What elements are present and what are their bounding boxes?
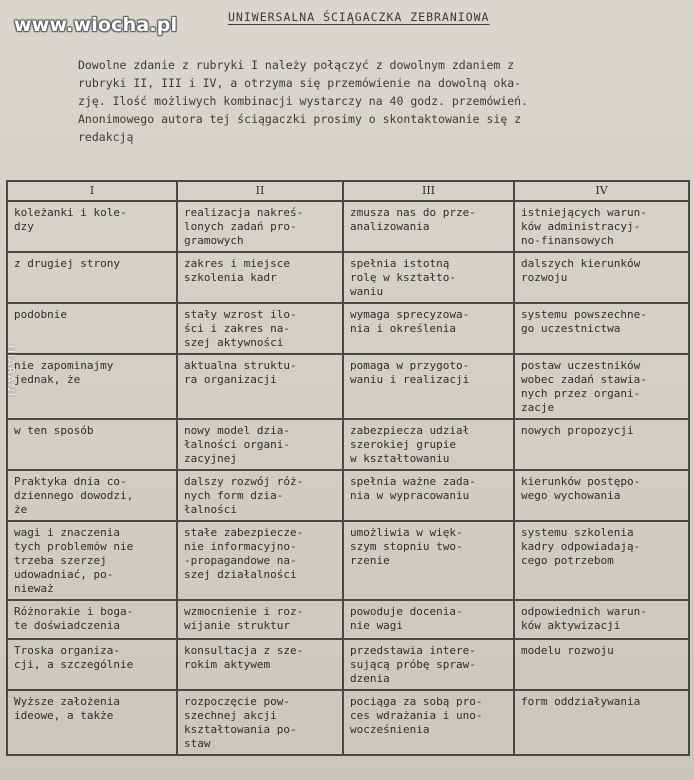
cell-text: cji, a szczególnie: [14, 658, 134, 671]
table-row: [7, 639, 689, 690]
cell-text: dalszych kierunków: [521, 257, 641, 270]
cell-text: odpowiednich warun-: [521, 605, 647, 618]
table-cell: [514, 639, 689, 690]
cell-text: wego wychowania: [521, 489, 621, 502]
table-cell: [177, 303, 343, 354]
column-header: IV: [514, 181, 689, 201]
cell-text: tych problemów nie: [14, 540, 134, 553]
cell-text: pomaga w przygoto-: [350, 359, 470, 372]
column-header: II: [177, 181, 343, 201]
cell-text: Różnorakie i boga-: [14, 605, 134, 618]
cell-text: nia w wypracowaniu: [350, 489, 470, 502]
cell-text: szym stopniu two-: [350, 540, 463, 553]
table-row: [7, 354, 689, 419]
table-cell: [343, 252, 514, 303]
table-cell: [177, 419, 343, 470]
cell-text: staw: [184, 737, 211, 750]
table-cell: [7, 470, 177, 521]
cell-text: ków administracyj-: [521, 220, 641, 233]
cell-text: aktualna struktu-: [184, 359, 297, 372]
cell-text: dzy: [14, 220, 34, 233]
cell-text: rozpoczęcie pow-: [184, 695, 290, 708]
cell-text: nowy model dzia-: [184, 424, 290, 437]
table-row: [7, 470, 689, 521]
cell-text: kształtowania po-: [184, 723, 297, 736]
intro-line: Anonimowego autora tej ściągaczki prosimy o skontaktowanie się z: [78, 112, 522, 126]
cell-text: pociąga za sobą pro-: [350, 695, 483, 708]
cell-text: ści i zakres na-: [184, 322, 290, 335]
cell-text: spełnia ważne zada-: [350, 475, 476, 488]
table-cell: [343, 521, 514, 600]
table-cell: [7, 419, 177, 470]
table-cell: [514, 201, 689, 252]
site-watermark: www.wiocha.pl: [14, 14, 178, 36]
table-cell: [7, 521, 177, 600]
cell-text: ra organizacji: [184, 373, 277, 386]
cell-text: nowych propozycji: [521, 424, 634, 437]
cell-text: konsultacja z sze-: [184, 644, 304, 657]
cell-text: te doświadczenia: [14, 619, 120, 632]
table-cell: [514, 521, 689, 600]
cell-text: postaw uczestników: [521, 359, 641, 372]
cell-text: nia i określenia: [350, 322, 456, 335]
cell-text: rokim aktywem: [184, 658, 271, 671]
intro-paragraph: [78, 56, 648, 146]
cell-text: nych przez organi-: [521, 387, 641, 400]
cell-text: waniu i realizacji: [350, 373, 470, 386]
table-cell: [343, 639, 514, 690]
intro-line: rubryki II, III i IV, a otrzyma się przemówienie na dowolną oka-: [78, 76, 522, 90]
cell-text: szej aktywności: [184, 336, 284, 349]
table-cell: [177, 252, 343, 303]
cell-text: wocześnienia: [350, 723, 430, 736]
table-row: [7, 303, 689, 354]
table-cell: [343, 690, 514, 755]
cell-text: łalności: [184, 503, 237, 516]
cell-text: udowadniać, po-: [14, 568, 114, 581]
cell-text: cego potrzebom: [521, 554, 614, 567]
cell-text: kierunków postępo-: [521, 475, 641, 488]
table-body: [7, 201, 689, 755]
cell-text: rozwoju: [521, 271, 568, 284]
phrase-table: [6, 180, 690, 756]
table-cell: [514, 470, 689, 521]
cell-text: wzmocnienie i roz-: [184, 605, 304, 618]
cell-text: że: [14, 503, 28, 516]
table-cell: [343, 470, 514, 521]
table-row: [7, 252, 689, 303]
cell-text: wijanie struktur: [184, 619, 290, 632]
column-header: III: [343, 181, 514, 201]
cell-text: łalności organi-: [184, 438, 290, 451]
cell-text: kadry odpowiadają-: [521, 540, 641, 553]
table-cell: [177, 639, 343, 690]
cell-text: szechnej akcji: [184, 709, 277, 722]
column-header: I: [7, 181, 177, 201]
table-row: [7, 600, 689, 639]
cell-text: istniejących warun-: [521, 206, 647, 219]
cell-text: zacyjnej: [184, 452, 237, 465]
table-cell: [514, 600, 689, 639]
cell-text: zabezpiecza udział: [350, 424, 470, 437]
table-cell: [177, 690, 343, 755]
cell-text: ces wdrażania i uno-: [350, 709, 483, 722]
cell-text: szej działalności: [184, 568, 297, 581]
cell-text: rzenie: [350, 554, 390, 567]
cell-text: dziennego dowodzi,: [14, 489, 134, 502]
cell-text: przedstawia intere-: [350, 644, 476, 657]
table-row: [7, 201, 689, 252]
cell-text: systemu powszechne-: [521, 308, 647, 321]
table-row: [7, 690, 689, 755]
cell-text: -propagandowe na-: [184, 554, 297, 567]
cell-text: stały wzrost ilo-: [184, 308, 297, 321]
cell-text: wobec zadań stawia-: [521, 373, 647, 386]
table-cell: [343, 419, 514, 470]
cell-text: nie zapominajmy: [14, 359, 114, 372]
cell-text: zakres i miejsce: [184, 257, 290, 270]
cell-text: trzeba szerzej: [14, 554, 107, 567]
cell-text: z drugiej strony: [14, 257, 120, 270]
intro-line: redakcją: [78, 130, 134, 144]
table-cell: [514, 303, 689, 354]
table-cell: [177, 521, 343, 600]
cell-text: szkolenia kadr: [184, 271, 277, 284]
cell-text: ideowe, a także: [14, 709, 114, 722]
cell-text: analizowania: [350, 220, 430, 233]
table-cell: [7, 354, 177, 419]
table-row: [7, 419, 689, 470]
cell-text: w ten sposób: [14, 424, 94, 437]
table-cell: [514, 690, 689, 755]
cell-text: go uczestnictwa: [521, 322, 621, 335]
cell-text: nieważ: [14, 582, 54, 595]
cell-text: nie informacyjno-: [184, 540, 297, 553]
table-header-row: [7, 181, 689, 201]
cell-text: zacje: [521, 401, 555, 414]
cell-text: Praktyka dnia co-: [14, 475, 127, 488]
cell-text: ków aktywizacji: [521, 619, 621, 632]
cell-text: wymaga sprecyzowa-: [350, 308, 470, 321]
table-cell: [514, 419, 689, 470]
table-cell: [7, 639, 177, 690]
cell-text: realizacja nakreś-: [184, 206, 304, 219]
cell-text: dalszy rozwój róż-: [184, 475, 304, 488]
cell-text: nych form dzia-: [184, 489, 284, 502]
table-cell: [514, 252, 689, 303]
cell-text: no-finansowych: [521, 234, 614, 247]
cell-text: sującą próbę spraw-: [350, 658, 476, 671]
table-cell: [343, 600, 514, 639]
table-cell: [177, 201, 343, 252]
cell-text: wagi i znaczenia: [14, 526, 120, 539]
cell-text: Troska organiza-: [14, 644, 120, 657]
cell-text: form oddziaływania: [521, 695, 641, 708]
cell-text: waniu: [350, 285, 384, 298]
cell-text: lonych zadań pro-: [184, 220, 297, 233]
table-cell: [343, 354, 514, 419]
table-cell: [343, 303, 514, 354]
table-cell: [7, 690, 177, 755]
document-title: UNIWERSALNA ŚCIĄGACZKA ZEBRANIOWA: [228, 10, 490, 24]
cell-text: zmusza nas do prze-: [350, 206, 476, 219]
cell-text: Wyższe założenia: [14, 695, 120, 708]
table-cell: [7, 252, 177, 303]
table-cell: [177, 470, 343, 521]
table-cell: [7, 303, 177, 354]
cell-text: modelu rozwoju: [521, 644, 614, 657]
cell-text: gramowych: [184, 234, 244, 247]
cell-text: jednak, że: [14, 373, 81, 386]
cell-text: systemu szkolenia: [521, 526, 634, 539]
table-cell: [343, 201, 514, 252]
cell-text: dzenia: [350, 672, 390, 685]
cell-text: w kształtowaniu: [350, 452, 450, 465]
cell-text: szerokiej grupie: [350, 438, 456, 451]
cell-text: powoduje docenia-: [350, 605, 463, 618]
table-cell: [514, 354, 689, 419]
table-cell: [7, 201, 177, 252]
intro-line: zję. Ilość możliwych kombinacji wystarczy na 40 godz. przemówień.: [78, 94, 529, 108]
table-cell: [177, 354, 343, 419]
cell-text: stałe zabezpiecze-: [184, 526, 304, 539]
side-watermark: UJARANI: [4, 345, 17, 397]
intro-line: Dowolne zdanie z rubryki I należy połączyć z dowolnym zdaniem z: [78, 58, 515, 72]
cell-text: spełnia istotną: [350, 257, 450, 270]
cell-text: podobnie: [14, 308, 67, 321]
cell-text: umożliwia w więk-: [350, 526, 463, 539]
table-row: [7, 521, 689, 600]
table-cell: [7, 600, 177, 639]
cell-text: rolę w kształto-: [350, 271, 456, 284]
cell-text: nie wagi: [350, 619, 403, 632]
table-cell: [177, 600, 343, 639]
cell-text: koleżanki i kole-: [14, 206, 127, 219]
